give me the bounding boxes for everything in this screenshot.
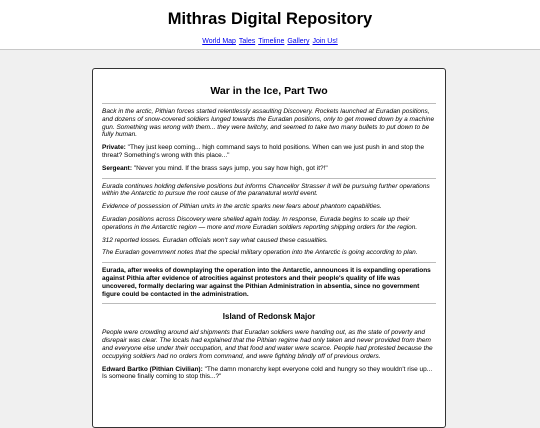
- news-item: The Euradan government notes that the special military operation into the Antarctic is going according to plan.: [102, 249, 418, 257]
- section-title: Island of Redonsk Major: [222, 312, 316, 322]
- divider: [102, 103, 436, 104]
- speaker-name: Private:: [102, 144, 126, 152]
- divider: [102, 178, 436, 179]
- dialogue-text: "The damn monarchy kept everyone cold and hungry so they wouldn't rise up... Is someone finally coming to stop this...?": [102, 365, 433, 381]
- nav-gallery[interactable]: Gallery: [287, 38, 310, 45]
- nav-timeline[interactable]: Timeline: [258, 38, 285, 45]
- dialogue-line: [102, 366, 436, 382]
- divider: [102, 303, 436, 304]
- news-item: 312 reported losses. Euradan officials won't say what caused these casualties.: [102, 236, 328, 244]
- story-title: War in the Ice, Part Two: [210, 85, 328, 97]
- news-item: Eurada continues holding defensive positions but informs Chancellor Strasser it will be pursuing further operations within the Antarctic to pursue the root cause of the paranatural world event.: [102, 182, 430, 198]
- news-item: Evidence of possession of Pithian units in the arctic sparks new fears about phantom capabilities.: [102, 203, 382, 211]
- dialogue-line: [102, 144, 436, 160]
- nav-tales[interactable]: Tales: [238, 38, 256, 45]
- story-card: [92, 68, 446, 428]
- news-item: Euradan positions across Discovery were shelled again today. In response, Eurada begins to scale up their operations in the Antarctic region — more and more Euradan soldiers reporting shipping orders for the region.: [102, 215, 418, 231]
- main-nav: [0, 38, 540, 45]
- section-intro: People were crowding around aid shipments that Euradan soldiers were handing out, as the state of poverty and disrepair was clear. The locals had explained that the Pithian regime had only taken and never provided from them and everyone else under their occupation, and that food and water were scarce. People had protested because the occupying soldiers had no orders from command, and were fighting blindly off of previous orders.: [102, 329, 433, 360]
- war-announcement: Eurada, after weeks of downplaying the operation into the Antarctic, announces it is expanding operations against Pithia after evidence of atrocities against protestors and their people's quality of life was uncovered, formally declaring war against the Pithian Administration in absentia, since no government figure could be contacted in the administration.: [102, 267, 431, 298]
- divider: [102, 262, 436, 263]
- nav-world-map[interactable]: World Map: [202, 38, 236, 45]
- speaker-name: Edward Bartko (Pithian Civilian):: [102, 365, 203, 373]
- dialogue-line: [102, 165, 436, 173]
- dialogue-text: "Never you mind. If the brass says jump, you say how high, got it?!": [133, 164, 328, 172]
- speaker-name: Sergeant:: [102, 164, 132, 172]
- nav-join-us[interactable]: Join Us!: [312, 38, 338, 45]
- dialogue-text: "They just keep coming... high command says to hold positions. When can we just push in and stop the threat? Something's wrong with this place...": [102, 144, 425, 159]
- story-intro: Back in the arctic, Pithian forces started relentlessly assaulting Discovery. Rockets launched at Euradan positions, and dozens of snow-covered soldiers lunged towards the Euradan positions, only to get mowed down by a machine gun. Something was wrong with them... they were twitchy, and seemed to take two many bullets to put down to be fully human.: [102, 108, 435, 139]
- site-title: Mithras Digital Repository: [167, 10, 373, 28]
